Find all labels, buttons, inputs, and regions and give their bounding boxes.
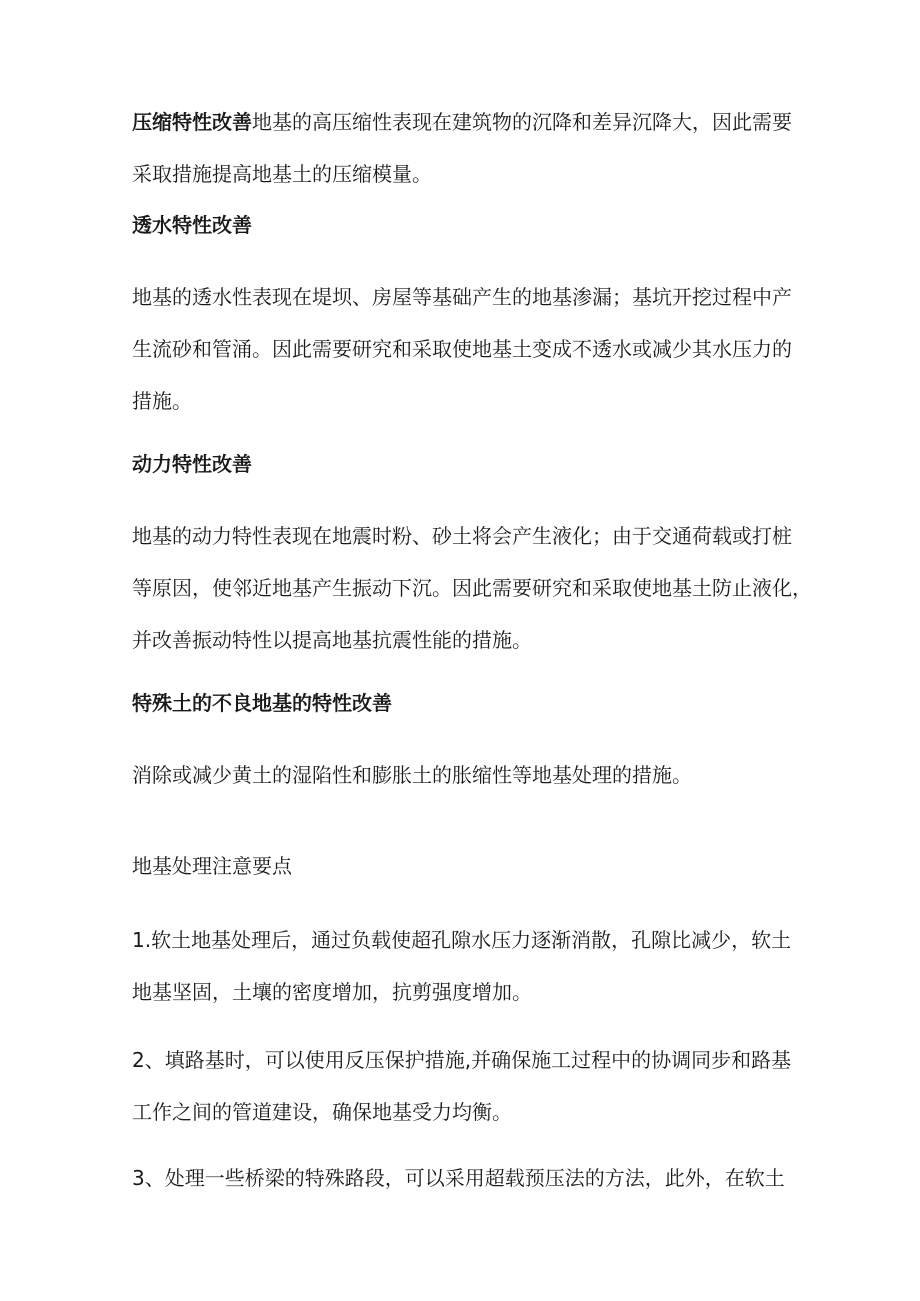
paragraph-line: 措施。	[132, 389, 192, 413]
paragraph-line: 2、填路基时，可以使用反压保护措施,并确保施工过程中的协调同步和路基	[132, 1048, 792, 1072]
paragraph-permeability	[132, 271, 800, 427]
paragraph-line: 生流砂和管涌。因此需要研究和采取使地基土变成不透水或减少其水压力的	[132, 337, 792, 361]
inline-heading-compression: 压缩特性改善	[132, 110, 252, 134]
paragraph-line: 地基的透水性表现在堤坝、房屋等基础产生的地基渗漏；基坑开挖过程中产	[132, 285, 792, 309]
heading-dynamic: 动力特性改善	[132, 452, 252, 476]
paragraph-compression	[132, 96, 800, 200]
paragraph-line: 工作之间的管道建设，确保地基受力均衡。	[132, 1100, 512, 1124]
heading-special-soil: 特殊土的不良地基的特性改善	[132, 691, 392, 715]
paragraph-text: 地基的高压缩性表现在建筑物的沉降和差异沉降大，因此需要	[252, 110, 792, 134]
paragraph-line: 等原因，使邻近地基产生振动下沉。因此需要研究和采取使地基土防止液化，	[132, 576, 812, 600]
paragraph-line: 采取措施提高地基土的压缩模量。	[132, 162, 432, 186]
paragraph-line	[132, 96, 800, 148]
paragraph-line: 并改善振动特性以提高地基抗震性能的措施。	[132, 628, 532, 652]
heading-key-points: 地基处理注意要点	[132, 854, 292, 878]
paragraph-line: 地基坚固，土壤的密度增加，抗剪强度增加。	[132, 980, 532, 1004]
paragraph-line: 3、处理一些桥梁的特殊路段，可以采用超载预压法的方法，此外，在软土	[132, 1166, 785, 1190]
paragraph-line: 1.软土地基处理后，通过负载使超孔隙水压力逐渐消散，孔隙比减少，软土	[132, 928, 792, 952]
paragraph-special-soil	[132, 749, 800, 801]
paragraph-dynamic	[132, 510, 812, 666]
list-item-3	[132, 1152, 800, 1204]
heading-permeability: 透水特性改善	[132, 213, 252, 237]
list-item-2	[132, 1034, 800, 1138]
paragraph-line: 地基的动力特性表现在地震时粉、砂土将会产生液化；由于交通荷载或打桩	[132, 524, 792, 548]
paragraph-line: 消除或减少黄土的湿陷性和膨胀土的胀缩性等地基处理的措施。	[132, 763, 692, 787]
list-item-1	[132, 914, 800, 1018]
